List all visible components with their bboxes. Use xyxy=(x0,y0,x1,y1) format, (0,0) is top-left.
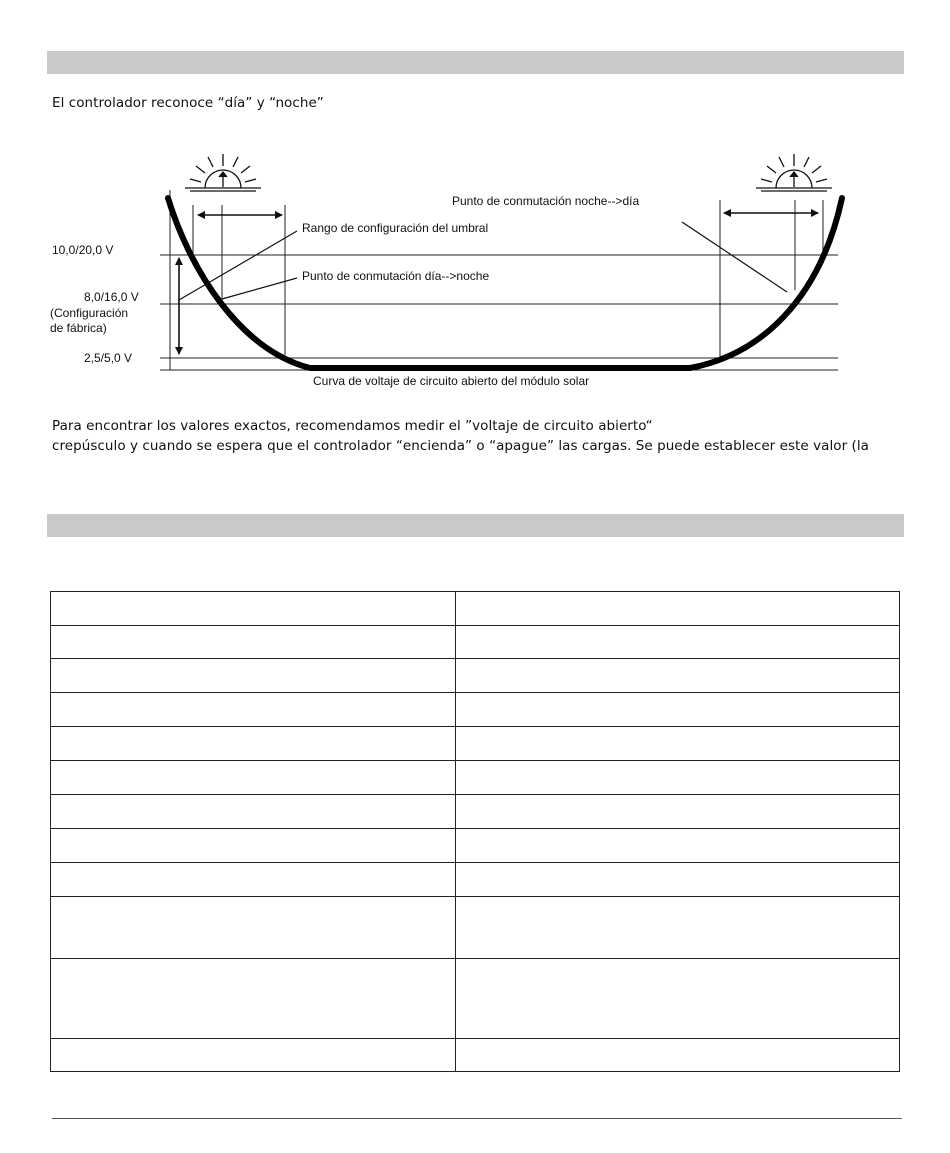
table-cell xyxy=(455,795,899,829)
table-cell xyxy=(455,829,899,863)
table-row xyxy=(51,1039,900,1072)
table-cell xyxy=(455,1039,899,1072)
table-cell xyxy=(51,693,456,727)
table-row xyxy=(51,863,900,897)
table-cell xyxy=(455,727,899,761)
diagram-caption: Curva de voltaje de circuito abierto del módulo solar xyxy=(313,374,590,388)
table-cell xyxy=(51,761,456,795)
table-row xyxy=(51,897,900,959)
table-cell xyxy=(51,727,456,761)
table-cell xyxy=(455,897,899,959)
table-cell xyxy=(455,959,899,1039)
annotation-night-to-day: Punto de conmutación noche-->día xyxy=(452,194,640,208)
table-cell xyxy=(51,795,456,829)
voltage-label-low: 2,5/5,0 V xyxy=(84,351,133,365)
table-cell xyxy=(455,659,899,693)
voltage-curve xyxy=(168,198,842,368)
sun-icon xyxy=(756,154,832,191)
table-row xyxy=(51,626,900,659)
table-cell xyxy=(455,693,899,727)
section-header-bar xyxy=(47,51,904,74)
voltage-label-high: 10,0/20,0 V xyxy=(52,243,114,257)
table-cell xyxy=(51,897,456,959)
factory-note-line1: (Configuración xyxy=(50,306,129,320)
day-night-diagram xyxy=(0,130,950,392)
table-cell xyxy=(455,863,899,897)
table-cell xyxy=(51,626,456,659)
paragraph-line-2: crepúsculo y cuando se espera que el controlador “encienda” o “apague” las cargas. Se puede establecer este valor (la xyxy=(52,438,869,454)
table-cell xyxy=(455,761,899,795)
table-cell xyxy=(51,959,456,1039)
table-row xyxy=(51,659,900,693)
table-cell xyxy=(455,626,899,659)
table-row xyxy=(51,727,900,761)
table-cell xyxy=(51,829,456,863)
table-row xyxy=(51,761,900,795)
voltage-label-factory: 8,0/16,0 V xyxy=(84,290,139,304)
table-cell xyxy=(51,1039,456,1072)
table-row xyxy=(51,795,900,829)
intro-text: El controlador reconoce “día” y “noche” xyxy=(52,95,324,111)
table-row xyxy=(51,592,900,626)
footer-rule xyxy=(52,1118,902,1119)
table-cell xyxy=(51,659,456,693)
table-cell xyxy=(51,863,456,897)
sun-icon xyxy=(185,154,261,191)
table-cell xyxy=(455,592,899,626)
table-cell xyxy=(51,592,456,626)
table-row xyxy=(51,829,900,863)
leader-day-to-night xyxy=(222,278,297,299)
table-row xyxy=(51,959,900,1039)
table-row xyxy=(51,693,900,727)
annotation-threshold-range: Rango de configuración del umbral xyxy=(302,221,489,235)
paragraph-line-1: Para encontrar los valores exactos, recomendamos medir el ”voltaje de circuito abierto“ xyxy=(52,418,653,434)
annotation-day-to-night: Punto de conmutación día-->noche xyxy=(302,269,490,283)
spec-table xyxy=(50,591,900,1072)
leader-night-to-day xyxy=(682,222,787,292)
factory-note-line2: de fábrica) xyxy=(50,321,107,335)
section-header-bar xyxy=(47,514,904,537)
